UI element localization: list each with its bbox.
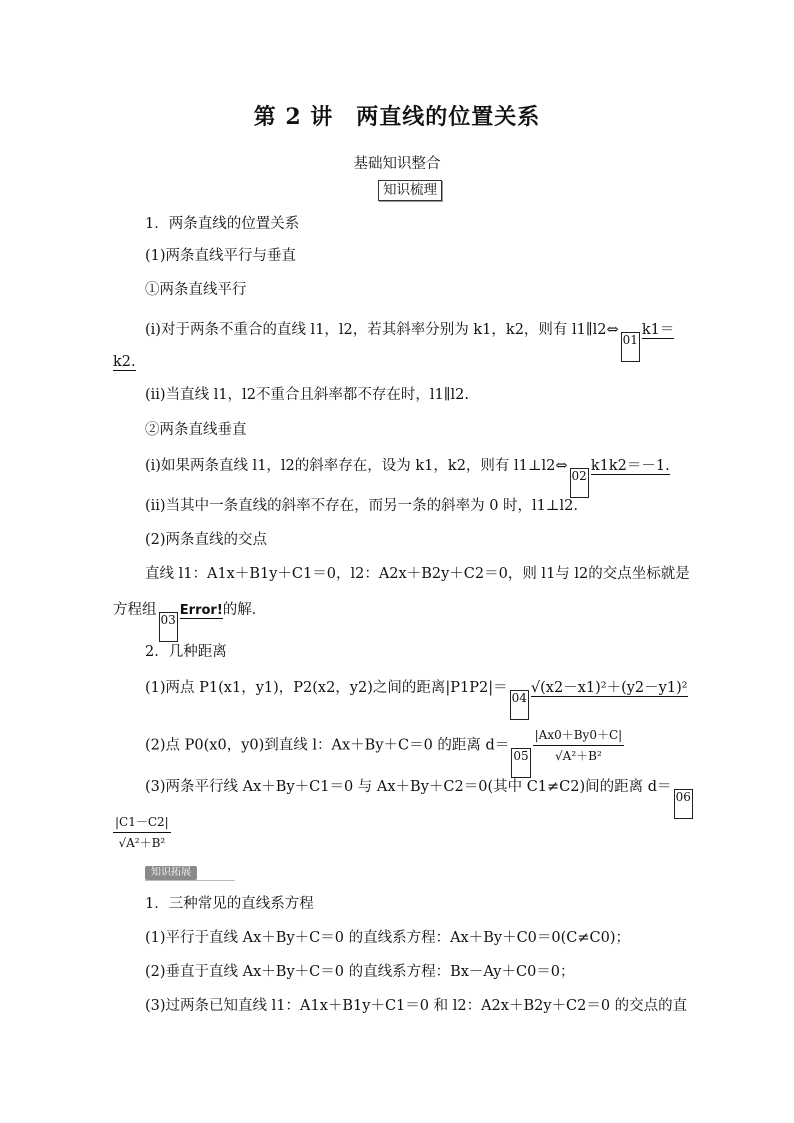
- answer-01-continuation: [113, 352, 136, 372]
- parallel-no-slope: (ⅱ)当直线 l1，l2不重合且斜率都不存在时，l1∥l2.: [145, 387, 469, 403]
- extension-item-3: (3)过两条已知直线 l1：A1x＋B1y＋C1＝0 和 l2：A2x＋B2y＋C2＝0 的交点的直: [145, 998, 688, 1014]
- perpendicular-condition-text: (ⅰ)如果两条直线 l1，l2的斜率存在，设为 k1，k2，则有 l1⊥l2⇔: [145, 458, 568, 474]
- section-subtitle: 基础知识整合: [353, 156, 441, 172]
- tag-divider: [145, 880, 235, 881]
- system-suffix: 的解．: [222, 602, 267, 618]
- section-heading-1: 1．两条直线的位置关系: [145, 216, 300, 232]
- subsection-perpendicular: ②两条直线垂直: [145, 422, 247, 438]
- parallel-condition-text: (ⅰ)对于两条不重合的直线 l1，l2，若其斜率分别为 k1，k2，则有 l1∥l2⇔: [145, 322, 619, 338]
- page-title: 第 2 讲 两直线的位置关系: [253, 104, 541, 130]
- distance-parallel-lines-text: (3)两条平行线 Ax＋By＋C1＝0 与 Ax＋By＋C2＝0(其中 C1≠C2)间的距离 d＝: [145, 779, 672, 795]
- extension-item-1: (1)平行于直线 Ax＋By＋C＝0 的直线系方程：Ax＋By＋C0＝0(C≠C0)；: [145, 930, 630, 946]
- answer-04: √(x2－x1)²＋(y2－y1)²: [530, 680, 688, 696]
- system-prefix: 方程组: [113, 602, 157, 618]
- distance-point-line-text: (2)点 P0(x0，y0)到直线 l：Ax＋By＋C＝0 的距离 d＝: [145, 737, 510, 754]
- subsection-intersection: (2)两条直线的交点: [145, 532, 268, 548]
- error-placeholder: Error!: [179, 603, 223, 618]
- perpendicular-condition-line: [145, 456, 670, 498]
- answer-badge-03: 03: [159, 612, 178, 642]
- answer-06-fraction: [113, 812, 171, 853]
- extension-item-2: (2)垂直于直线 Ax＋By＋C＝0 的直线系方程：Bx－Ay＋C0＝0；: [145, 964, 575, 980]
- extension-heading-1: 1．三种常见的直线系方程: [145, 896, 314, 912]
- knowledge-extension-tag: 知识拓展: [145, 866, 197, 880]
- subsection-parallel: ①两条直线平行: [145, 282, 247, 298]
- answer-05-fraction: [533, 725, 625, 766]
- answer-badge-06: 06: [674, 789, 693, 819]
- answer-06-line: [113, 812, 171, 853]
- parallel-condition-line: [145, 320, 674, 362]
- distance-point-line-line: [145, 725, 624, 778]
- distance-two-points-text: (1)两点 P1(x1，y1)，P2(x2，y2)之间的距离|P1P2|＝: [145, 680, 508, 696]
- box-label: 知识梳理: [378, 180, 442, 201]
- section-heading-2: 2．几种距离: [145, 644, 227, 660]
- answer-badge-04: 04: [510, 690, 529, 720]
- answer-06-denominator: √A²＋B²: [118, 836, 166, 850]
- answer-05-denominator: √A²＋B²: [555, 749, 602, 763]
- equation-system-line: [113, 600, 266, 642]
- answer-badge-05: 05: [511, 748, 530, 778]
- answer-badge-01: 01: [621, 332, 640, 362]
- answer-badge-02: 02: [570, 468, 589, 498]
- answer-02: k1k2＝－1.: [590, 458, 670, 474]
- distance-parallel-lines-line: [145, 777, 695, 819]
- answer-01-part-a: k1＝: [641, 322, 675, 338]
- answer-06-numerator: |C1－C2|: [113, 812, 171, 833]
- answer-05-numerator: |Ax0＋By0＋C|: [533, 725, 625, 746]
- answer-01-part-b: k2.: [113, 354, 136, 370]
- perpendicular-zero-slope: (ⅱ)当其中一条直线的斜率不存在，而另一条的斜率为 0 时，l1⊥l2.: [145, 498, 579, 514]
- subsection-1-1: (1)两条直线平行与垂直: [145, 248, 297, 264]
- intersection-line: 直线 l1：A1x＋B1y＋C1＝0，l2：A2x＋B2y＋C2＝0，则 l1与 l2的交点坐标就是: [145, 566, 690, 582]
- distance-two-points-line: [145, 678, 688, 720]
